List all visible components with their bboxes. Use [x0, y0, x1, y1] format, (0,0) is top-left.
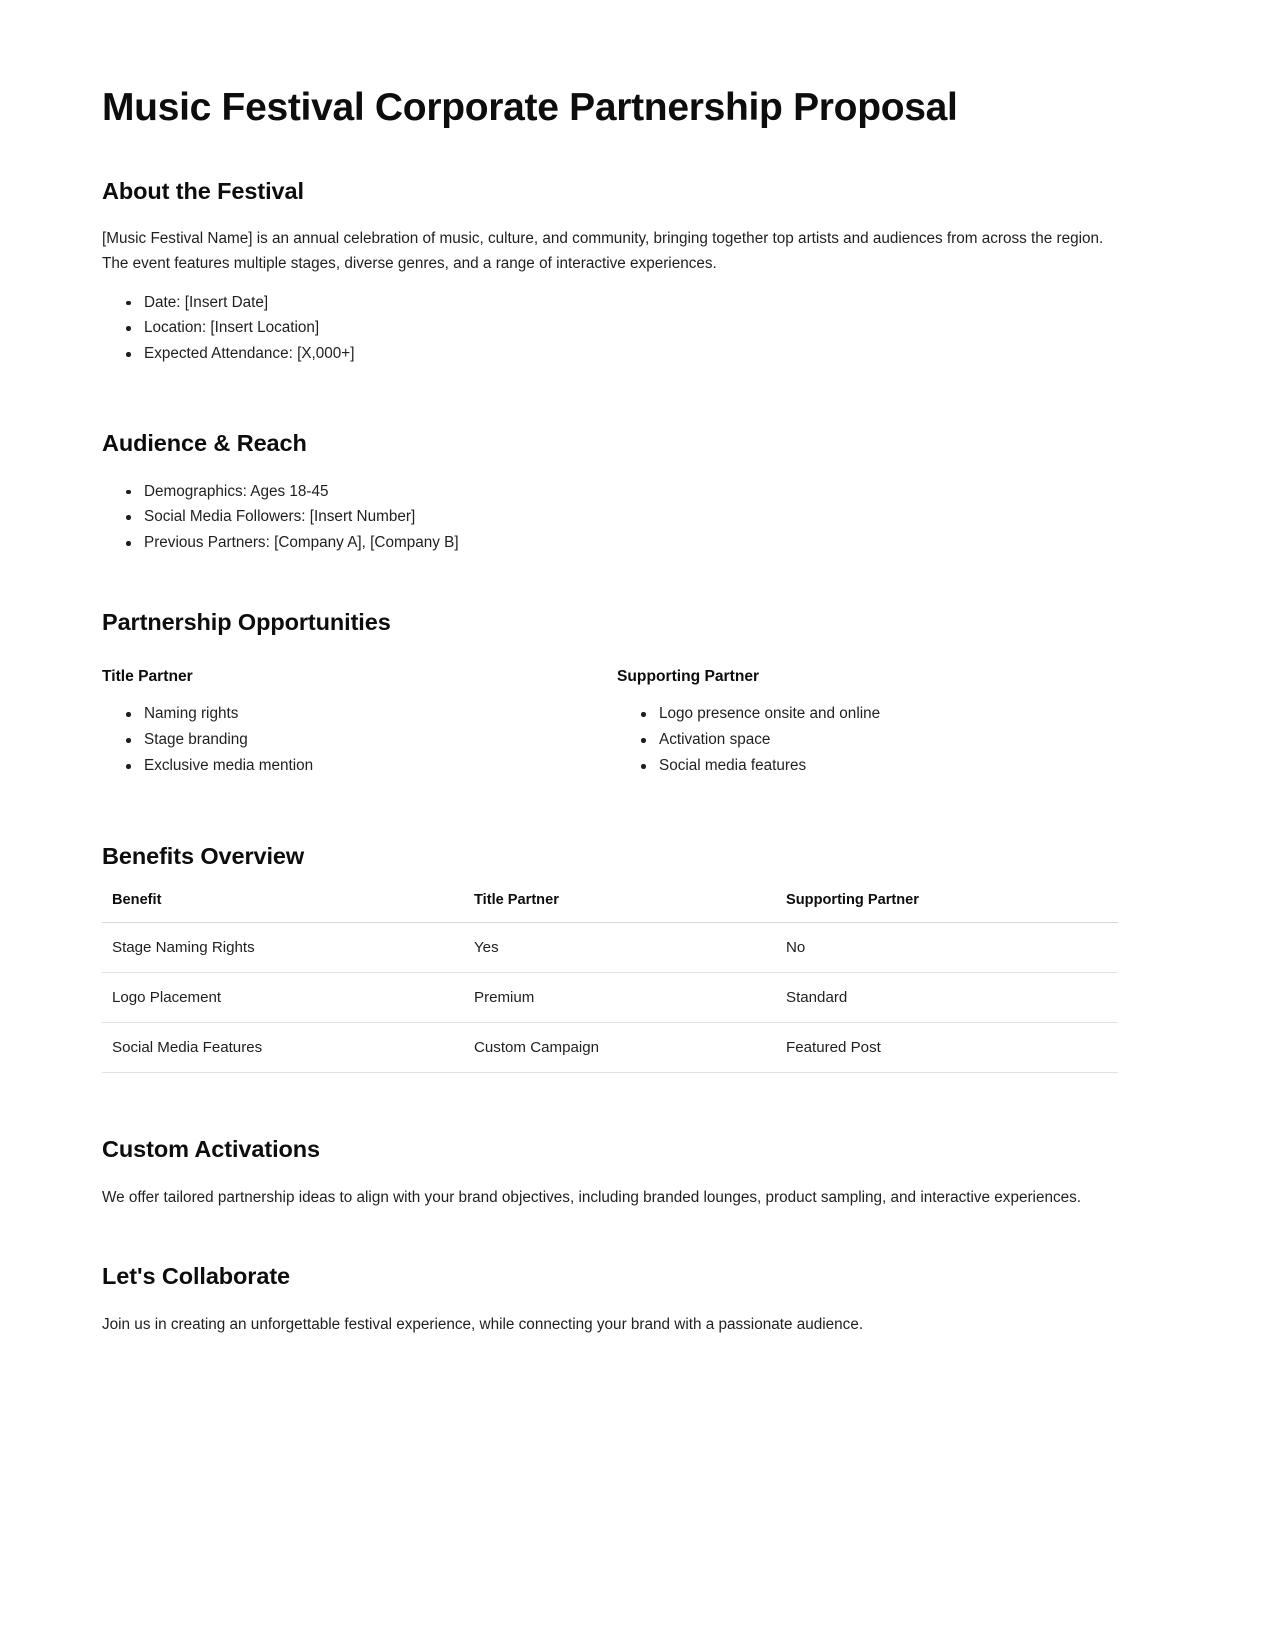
column-header-title-partner: Title Partner: [464, 892, 776, 923]
cell-supporting-partner: Standard: [776, 973, 1118, 1023]
audience-bullet-list: [102, 480, 1123, 557]
section-heading-benefits: Benefits Overview: [102, 843, 305, 870]
list-item: Demographics: Ages 18-45: [124, 480, 1123, 505]
section-heading-about: About the Festival: [102, 177, 304, 204]
section-heading-opportunities: Partnership Opportunities: [102, 609, 391, 636]
cell-title-partner: Premium: [464, 973, 776, 1023]
table-row: [102, 1023, 1118, 1073]
about-bullet-list: [102, 291, 1123, 368]
list-item: Social media features: [639, 754, 1132, 779]
title-partner-bullet-list: [102, 702, 617, 779]
list-item: Naming rights: [124, 702, 617, 727]
list-item: Date: [Insert Date]: [124, 291, 1123, 316]
section-about-the-festival: [102, 177, 1123, 367]
section-heading-custom-activations: Custom Activations: [102, 1136, 320, 1163]
custom-activations-paragraph: We offer tailored partnership ideas to align with your brand objectives, including branded lounges, product sampling, and interactive experiences.: [102, 1188, 1082, 1206]
table-header-row: [102, 892, 1118, 923]
list-item: Location: [Insert Location]: [124, 316, 1123, 341]
cell-title-partner: Yes: [464, 923, 776, 973]
column-title-partner: [102, 668, 617, 780]
sub-heading-supporting-partner: Supporting Partner: [617, 668, 760, 686]
section-heading-audience: Audience & Reach: [102, 430, 307, 457]
cell-supporting-partner: No: [776, 923, 1118, 973]
column-header-benefit: Benefit: [102, 892, 464, 923]
list-item: Previous Partners: [Company A], [Company B]: [124, 531, 1123, 556]
list-item: Activation space: [639, 728, 1132, 753]
section-audience-and-reach: [102, 429, 1123, 556]
spacer: [102, 814, 1123, 842]
list-item: Expected Attendance: [X,000+]: [124, 342, 1123, 367]
section-lets-collaborate: [102, 1262, 1123, 1337]
spacer: [102, 401, 1123, 429]
supporting-partner-bullet-list: [617, 702, 1132, 779]
about-paragraph: [Music Festival Name] is an annual celebration of music, culture, and community, bringing together top artists and audiences from across the region. The event features multiple stages, diverse genres, and a range of interactive experiences.: [102, 230, 1104, 272]
column-supporting-partner: [617, 668, 1132, 780]
cell-benefit: Social Media Features: [102, 1023, 464, 1073]
table-row: [102, 973, 1118, 1023]
list-item: Logo presence onsite and online: [639, 702, 1132, 727]
collaborate-paragraph: Join us in creating an unforgettable festival experience, while connecting your brand with a passionate audience.: [102, 1315, 864, 1333]
cell-title-partner: Custom Campaign: [464, 1023, 776, 1073]
partnership-columns: [102, 668, 1123, 780]
benefits-table: [102, 892, 1118, 1073]
section-custom-activations: [102, 1135, 1123, 1210]
section-benefits-overview: [102, 842, 1123, 1073]
cell-benefit: Stage Naming Rights: [102, 923, 464, 973]
sub-heading-title-partner: Title Partner: [102, 668, 193, 686]
table-row: [102, 923, 1118, 973]
cell-supporting-partner: Featured Post: [776, 1023, 1118, 1073]
table-body: [102, 923, 1118, 1073]
list-item: Social Media Followers: [Insert Number]: [124, 505, 1123, 530]
table-header: [102, 892, 1118, 923]
section-partnership-opportunities: [102, 608, 1123, 780]
section-heading-collaborate: Let's Collaborate: [102, 1263, 291, 1290]
list-item: Stage branding: [124, 728, 617, 753]
column-header-supporting-partner: Supporting Partner: [776, 892, 1118, 923]
spacer: [102, 590, 1123, 608]
spacer: [102, 1107, 1123, 1135]
page-title: Music Festival Corporate Partnership Proposal: [102, 86, 958, 129]
spacer: [102, 1244, 1123, 1262]
list-item: Exclusive media mention: [124, 754, 617, 779]
cell-benefit: Logo Placement: [102, 973, 464, 1023]
